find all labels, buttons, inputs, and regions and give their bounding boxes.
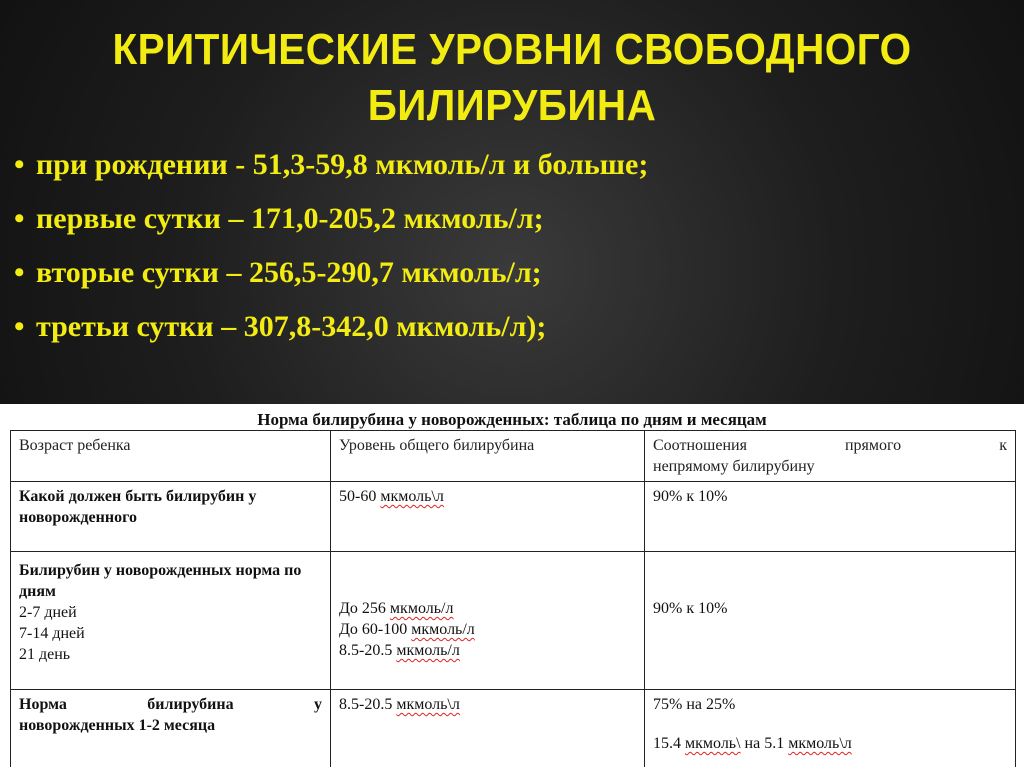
row2-level-item	[339, 619, 636, 640]
table-row	[11, 552, 1016, 690]
row3-age-line-1	[19, 694, 322, 715]
row2-ratio-cell	[645, 552, 1016, 690]
row2-age-item: 2-7 дней	[19, 604, 77, 621]
row3-ratio-unit: мкмоль\	[685, 735, 741, 752]
row3-ratio-num: на 5.1	[744, 735, 785, 752]
row3-level-num: 8.5-20.5	[339, 696, 393, 713]
row2-level-unit: мкмоль/л	[389, 600, 454, 617]
slide-title-line-2: БИЛИРУБИНА	[367, 81, 657, 130]
bullet-text: при рождении - 51,3-59,8 мкмоль/л и больше;	[36, 148, 649, 181]
bullet-item	[14, 144, 1014, 198]
slide-title-line-1: КРИТИЧЕСКИЕ УРОВНИ СВОБОДНОГО	[112, 25, 912, 74]
row2-level-num: 8.5-20.5	[339, 642, 393, 659]
row2-level-unit: мкмоль/л	[411, 621, 475, 638]
row1-level-num: 50-60	[339, 488, 377, 505]
slide-title	[41, 22, 983, 134]
bullet-text: третьи сутки – 307,8-342,0 мкмоль/л);	[36, 310, 547, 343]
header-cell-age	[11, 431, 331, 482]
header-cell-ratio	[645, 431, 1016, 482]
bullet-item	[14, 252, 1014, 306]
header-cell-level	[331, 431, 645, 482]
row3-ratio-num: 15.4	[653, 735, 681, 752]
table-row	[11, 690, 1016, 767]
row2-level-item	[339, 598, 636, 619]
row3-level-unit: мкмоль\л	[396, 696, 460, 713]
row3-level-cell	[331, 690, 645, 767]
header-ratio-word: Соотношения	[653, 437, 747, 454]
row2-ratio-text: 90% к 10%	[653, 600, 728, 617]
row3-ratio-cell	[645, 690, 1016, 767]
document-title: Норма билирубина у новорожденных: таблица по дням и месяцам	[257, 410, 767, 429]
row1-age-cell	[11, 482, 331, 552]
row3-ratio-line-2	[653, 733, 1007, 754]
row1-ratio-text: 90% к 10%	[653, 488, 728, 505]
bullet-dot-icon: •	[14, 310, 25, 343]
row3-age-word: у	[314, 696, 322, 713]
row2-level-cell	[331, 552, 645, 690]
bullet-item	[14, 198, 1014, 252]
bullet-dot-icon: •	[14, 202, 25, 235]
header-ratio-word: прямого	[844, 437, 902, 454]
row3-age-cell	[11, 690, 331, 767]
row3-ratio-line-1: 75% на 25%	[653, 696, 736, 713]
row2-level-num: До 60-100	[339, 621, 408, 638]
bullet-item	[14, 306, 1014, 360]
header-level-label: Уровень общего билирубина	[339, 437, 535, 454]
row1-level-unit: мкмоль\л	[380, 488, 444, 505]
row1-level-cell	[331, 482, 645, 552]
table-header-row	[11, 431, 1016, 482]
bullet-dot-icon: •	[14, 148, 25, 181]
row2-age-cell	[11, 552, 331, 690]
bullet-list	[14, 144, 1014, 360]
row2-level-unit: мкмоль/л	[396, 642, 460, 659]
table-row	[11, 482, 1016, 552]
row2-age-item: 7-14 дней	[19, 625, 85, 642]
header-age-label: Возраст ребенка	[19, 437, 131, 454]
header-ratio-word: к	[999, 437, 1007, 454]
row2-age-item: 21 день	[19, 646, 71, 663]
row1-age-text: Какой должен быть билирубин у новорожденного	[19, 488, 257, 526]
bullet-text: первые сутки – 171,0-205,2 мкмоль/л;	[36, 202, 544, 235]
row3-age-word: Норма	[19, 696, 67, 713]
row2-level-num: До 256	[339, 600, 386, 617]
row2-level-item	[339, 640, 636, 661]
header-ratio-line-2: непрямому билирубину	[653, 458, 815, 475]
row2-age-heading: Билирубин у новорожденных норма по дням	[19, 562, 302, 600]
bullet-text: вторые сутки – 256,5-290,7 мкмоль/л;	[36, 256, 542, 289]
row1-ratio-cell	[645, 482, 1016, 552]
row3-age-line-2: новорожденных 1-2 месяца	[19, 717, 216, 734]
bilirubin-norm-table	[10, 430, 1016, 767]
row3-ratio-unit: мкмоль\л	[788, 735, 852, 752]
document-snippet	[0, 404, 1024, 767]
row3-age-word: билирубина	[147, 696, 234, 713]
bullet-dot-icon: •	[14, 256, 25, 289]
